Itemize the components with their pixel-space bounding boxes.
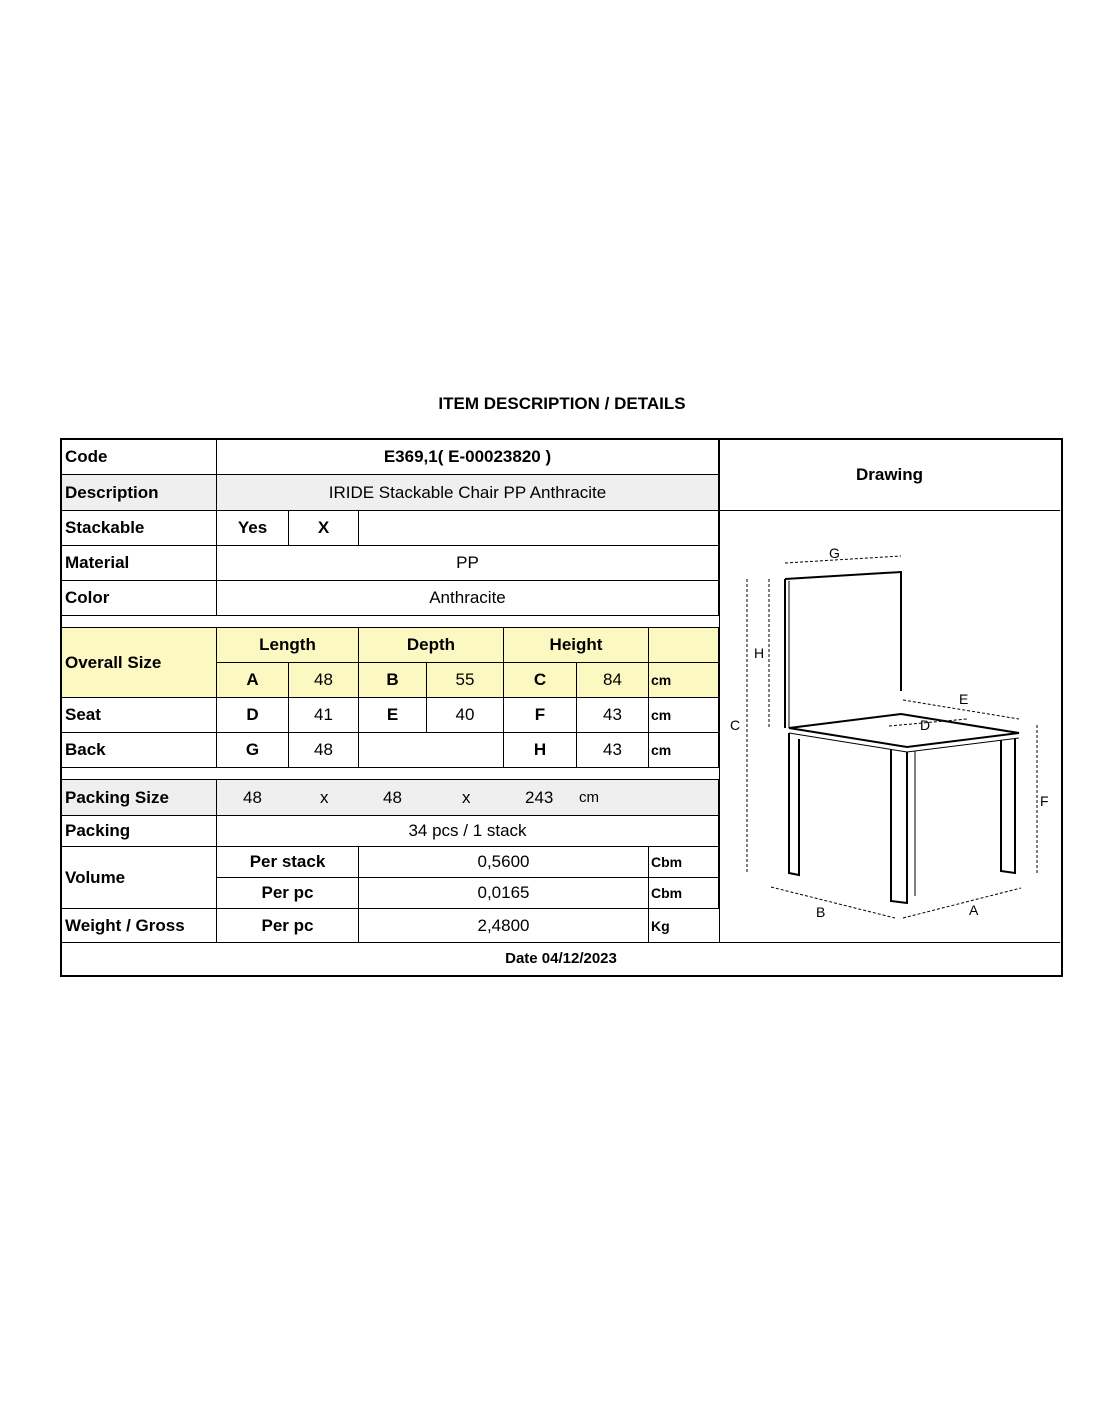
dim-g-value: 48 bbox=[289, 733, 359, 768]
description-value: IRIDE Stackable Chair PP Anthracite bbox=[217, 475, 719, 511]
material-value: PP bbox=[217, 546, 719, 581]
volume-per-stack-label: Per stack bbox=[217, 847, 359, 878]
packing-unit: cm bbox=[579, 789, 599, 806]
packing-length: 48 bbox=[243, 787, 262, 807]
drawing-header: Drawing bbox=[719, 440, 1060, 511]
length-header: Length bbox=[217, 628, 359, 663]
dim-c-value: 84 bbox=[577, 663, 649, 698]
label-c: C bbox=[730, 717, 741, 733]
drawing-area bbox=[719, 511, 1060, 942]
packing-label: Packing bbox=[62, 816, 217, 847]
packing-value: 34 pcs / 1 stack bbox=[217, 816, 719, 847]
stackable-label: Stackable bbox=[62, 511, 217, 546]
weight-per-pc-label: Per pc bbox=[217, 909, 359, 942]
dim-a-letter: A bbox=[217, 663, 289, 698]
label-a: A bbox=[969, 902, 979, 918]
label-b: B bbox=[816, 904, 826, 920]
dim-h-value: 43 bbox=[577, 733, 649, 768]
dim-f-letter: F bbox=[504, 698, 577, 733]
dim-f-value: 43 bbox=[577, 698, 649, 733]
back-label: Back bbox=[62, 733, 217, 768]
packing-height: 243 bbox=[525, 787, 554, 807]
spacer-row bbox=[62, 616, 719, 628]
chair-drawing bbox=[719, 511, 1060, 942]
dim-b-letter: B bbox=[359, 663, 427, 698]
label-h: H bbox=[754, 645, 765, 661]
code-value: E369,1( E-00023820 ) bbox=[217, 440, 719, 475]
label-e: E bbox=[959, 691, 969, 707]
stackable-yes: Yes bbox=[217, 511, 289, 546]
dim-b-value: 55 bbox=[427, 663, 504, 698]
dim-e-letter: E bbox=[359, 698, 427, 733]
seat-unit: cm bbox=[649, 698, 719, 733]
volume-per-pc-label: Per pc bbox=[217, 878, 359, 909]
seat-label: Seat bbox=[62, 698, 217, 733]
dim-a-value: 48 bbox=[289, 663, 359, 698]
size-header-empty bbox=[649, 628, 719, 663]
volume-per-stack-value: 0,5600 bbox=[359, 847, 649, 878]
chair-outline bbox=[785, 572, 1019, 903]
dim-d-value: 41 bbox=[289, 698, 359, 733]
volume-per-pc-value: 0,0165 bbox=[359, 878, 649, 909]
volume-per-stack-unit: Cbm bbox=[649, 847, 719, 878]
stackable-empty bbox=[359, 511, 719, 546]
date-footer: Date 04/12/2023 bbox=[505, 949, 617, 967]
volume-label: Volume bbox=[62, 847, 217, 909]
weight-label: Weight / Gross bbox=[62, 909, 217, 942]
packing-width: 48 bbox=[383, 787, 402, 807]
page-title: ITEM DESCRIPTION / DETAILS bbox=[438, 394, 686, 413]
color-value: Anthracite bbox=[217, 581, 719, 616]
weight-unit: Kg bbox=[651, 917, 670, 934]
code-label: Code bbox=[62, 440, 217, 475]
packing-x2: x bbox=[462, 787, 471, 807]
dim-c-letter: C bbox=[504, 663, 577, 698]
spec-sheet bbox=[60, 438, 1063, 977]
color-label: Color bbox=[62, 581, 217, 616]
packing-size-values bbox=[217, 780, 719, 816]
packing-x1: x bbox=[320, 787, 329, 807]
dim-d-letter: D bbox=[217, 698, 289, 733]
dim-h-letter: H bbox=[504, 733, 577, 768]
height-header: Height bbox=[504, 628, 649, 663]
back-unit: cm bbox=[649, 733, 719, 768]
label-d: D bbox=[920, 717, 931, 733]
back-empty bbox=[359, 733, 504, 768]
overall-size-unit: cm bbox=[649, 663, 719, 698]
packing-size-label: Packing Size bbox=[62, 780, 217, 816]
stackable-mark: X bbox=[289, 511, 359, 546]
dim-e-value: 40 bbox=[427, 698, 504, 733]
spacer-row-2 bbox=[62, 768, 719, 780]
material-label: Material bbox=[62, 546, 217, 581]
label-g: G bbox=[829, 545, 840, 561]
overall-size-label: Overall Size bbox=[62, 628, 217, 698]
label-f: F bbox=[1040, 793, 1049, 809]
weight-per-pc-value: 2,4800 bbox=[359, 909, 649, 942]
description-label: Description bbox=[62, 475, 217, 511]
depth-header: Depth bbox=[359, 628, 504, 663]
dim-g-letter: G bbox=[217, 733, 289, 768]
volume-per-pc-unit: Cbm bbox=[649, 878, 719, 909]
